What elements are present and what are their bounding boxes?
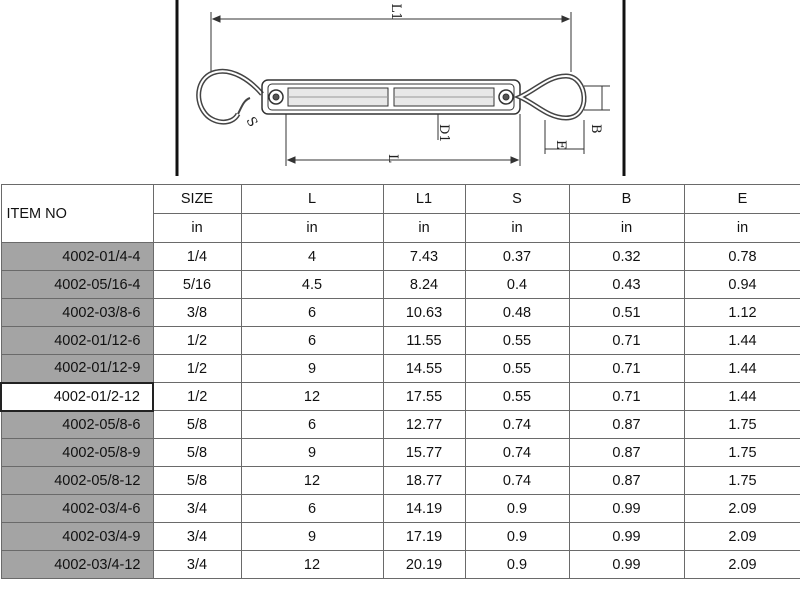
- l-cell: 9: [241, 439, 383, 467]
- l-cell: 6: [241, 299, 383, 327]
- l1-cell: 15.77: [383, 439, 465, 467]
- table-row: [1, 467, 800, 495]
- turnbuckle-drawing: [0, 0, 800, 184]
- size-cell: 5/8: [153, 439, 241, 467]
- column-header-size: SIZE: [153, 185, 241, 214]
- table-row: [1, 411, 800, 439]
- b-cell: 0.71: [569, 355, 684, 383]
- table-row: [1, 327, 800, 355]
- s-cell: 0.9: [465, 495, 569, 523]
- b-cell: 0.87: [569, 439, 684, 467]
- s-cell: 0.55: [465, 383, 569, 411]
- table-row: [1, 495, 800, 523]
- table-row: [1, 299, 800, 327]
- b-cell: 0.51: [569, 299, 684, 327]
- l1-cell: 20.19: [383, 551, 465, 579]
- column-header-l: L: [241, 185, 383, 214]
- b-label: B: [588, 124, 603, 134]
- e-cell: 1.75: [684, 467, 800, 495]
- unit-cell: in: [465, 214, 569, 243]
- size-cell: 1/4: [153, 243, 241, 271]
- l1-cell: 8.24: [383, 271, 465, 299]
- eye-end: [520, 76, 584, 118]
- e-cell: 2.09: [684, 523, 800, 551]
- l-cell: 12: [241, 551, 383, 579]
- item-number-cell: 4002-03/4-9: [1, 523, 153, 551]
- size-cell: 3/4: [153, 551, 241, 579]
- unit-cell: in: [153, 214, 241, 243]
- b-cell: 0.43: [569, 271, 684, 299]
- l1-cell: 14.55: [383, 355, 465, 383]
- size-cell: 1/2: [153, 327, 241, 355]
- l1-cell: 18.77: [383, 467, 465, 495]
- l-cell: 9: [241, 523, 383, 551]
- l-cell: 12: [241, 467, 383, 495]
- item-number-cell: 4002-01/12-6: [1, 327, 153, 355]
- e-cell: 1.44: [684, 327, 800, 355]
- b-cell: 0.99: [569, 551, 684, 579]
- b-cell: 0.99: [569, 523, 684, 551]
- l1-cell: 11.55: [383, 327, 465, 355]
- spec-table: [0, 184, 800, 579]
- s-label: S: [242, 114, 260, 130]
- e-cell: 1.44: [684, 383, 800, 411]
- turnbuckle-body: [262, 80, 520, 114]
- b-cell: 0.71: [569, 383, 684, 411]
- e-cell: 1.12: [684, 299, 800, 327]
- hook-end: [199, 71, 262, 122]
- e-cell: 2.09: [684, 551, 800, 579]
- l1-cell: 7.43: [383, 243, 465, 271]
- column-header-b: B: [569, 185, 684, 214]
- b-cell: 0.32: [569, 243, 684, 271]
- l1-cell: 14.19: [383, 495, 465, 523]
- size-cell: 5/8: [153, 411, 241, 439]
- e-label: E: [553, 140, 568, 150]
- item-number-cell: 4002-03/4-12: [1, 551, 153, 579]
- table-row: [1, 383, 800, 411]
- l-label: L: [385, 154, 400, 163]
- size-cell: 5/16: [153, 271, 241, 299]
- l-cell: 4.5: [241, 271, 383, 299]
- turnbuckle-diagram: [0, 0, 800, 184]
- l1-cell: 17.55: [383, 383, 465, 411]
- b-cell: 0.99: [569, 495, 684, 523]
- s-cell: 0.9: [465, 551, 569, 579]
- unit-cell: in: [684, 214, 800, 243]
- s-cell: 0.74: [465, 467, 569, 495]
- table-row: [1, 523, 800, 551]
- size-cell: 1/2: [153, 355, 241, 383]
- s-cell: 0.74: [465, 411, 569, 439]
- s-cell: 0.55: [465, 355, 569, 383]
- unit-cell: in: [383, 214, 465, 243]
- b-dimension: [584, 86, 610, 110]
- e-cell: 2.09: [684, 495, 800, 523]
- item-number-cell: 4002-03/4-6: [1, 495, 153, 523]
- s-cell: 0.37: [465, 243, 569, 271]
- item-number-cell: 4002-05/8-12: [1, 467, 153, 495]
- item-no-header: ITEM NO: [1, 185, 153, 243]
- d1-label: D1: [436, 124, 451, 143]
- item-number-cell: 4002-01/4-4: [1, 243, 153, 271]
- column-header-l1: L1: [383, 185, 465, 214]
- l-cell: 6: [241, 495, 383, 523]
- s-cell: 0.9: [465, 523, 569, 551]
- b-cell: 0.71: [569, 327, 684, 355]
- l-cell: 12: [241, 383, 383, 411]
- l1-label: L1: [388, 3, 403, 21]
- column-header-e: E: [684, 185, 800, 214]
- table-row: [1, 355, 800, 383]
- s-cell: 0.4: [465, 271, 569, 299]
- table-row: [1, 439, 800, 467]
- e-cell: 1.75: [684, 439, 800, 467]
- e-cell: 0.78: [684, 243, 800, 271]
- s-cell: 0.55: [465, 327, 569, 355]
- unit-cell: in: [241, 214, 383, 243]
- table-row: [1, 243, 800, 271]
- s-cell: 0.48: [465, 299, 569, 327]
- l-cell: 6: [241, 411, 383, 439]
- item-number-cell: 4002-01/12-9: [1, 355, 153, 383]
- table-row: [1, 271, 800, 299]
- e-cell: 1.75: [684, 411, 800, 439]
- size-cell: 5/8: [153, 467, 241, 495]
- item-number-cell: 4002-05/8-6: [1, 411, 153, 439]
- e-cell: 0.94: [684, 271, 800, 299]
- l1-cell: 17.19: [383, 523, 465, 551]
- unit-cell: in: [569, 214, 684, 243]
- l-cell: 4: [241, 243, 383, 271]
- item-number-cell: 4002-01/2-12: [1, 383, 153, 411]
- l1-cell: 12.77: [383, 411, 465, 439]
- l-cell: 6: [241, 327, 383, 355]
- l-dimension: [286, 114, 520, 166]
- item-number-cell: 4002-05/16-4: [1, 271, 153, 299]
- item-number-cell: 4002-03/8-6: [1, 299, 153, 327]
- b-cell: 0.87: [569, 467, 684, 495]
- size-cell: 1/2: [153, 383, 241, 411]
- table-row: [1, 551, 800, 579]
- l1-cell: 10.63: [383, 299, 465, 327]
- column-header-s: S: [465, 185, 569, 214]
- size-cell: 3/4: [153, 495, 241, 523]
- item-number-cell: 4002-05/8-9: [1, 439, 153, 467]
- b-cell: 0.87: [569, 411, 684, 439]
- l1-dimension: [211, 12, 571, 72]
- header-row: [1, 185, 800, 214]
- size-cell: 3/8: [153, 299, 241, 327]
- s-cell: 0.74: [465, 439, 569, 467]
- l-cell: 9: [241, 355, 383, 383]
- e-cell: 1.44: [684, 355, 800, 383]
- size-cell: 3/4: [153, 523, 241, 551]
